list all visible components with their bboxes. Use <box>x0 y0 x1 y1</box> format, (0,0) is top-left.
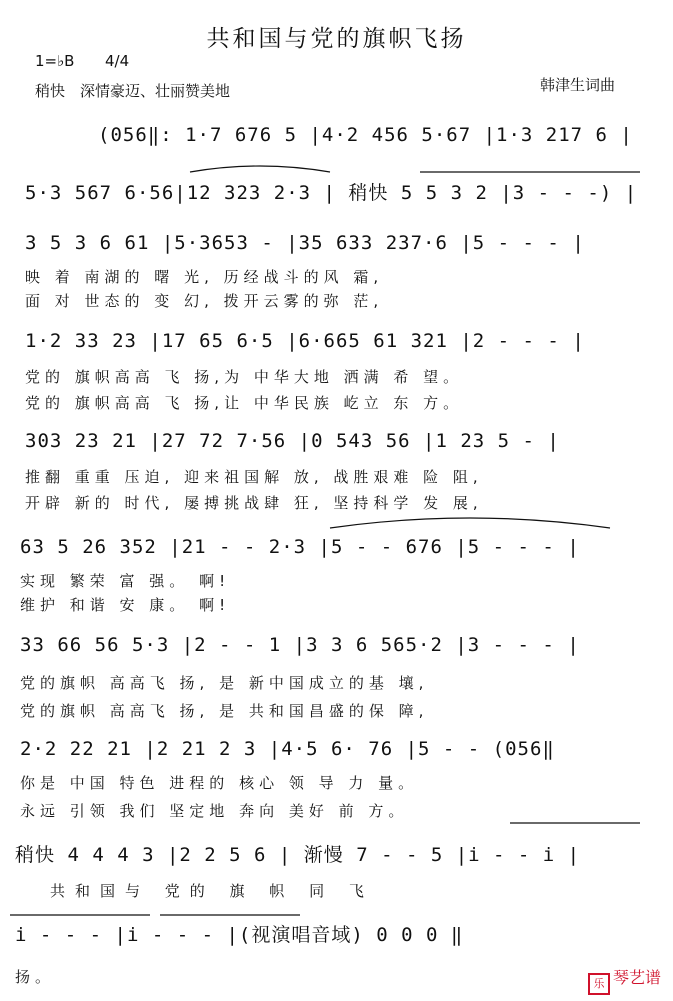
time-signature: 4/4 <box>105 52 130 70</box>
score-line-3: 3 5 3 6 61 |5·3653 - |35 633 237·6 |5 - - - | <box>25 232 585 254</box>
score-line-4: 1·2 33 23 |17 65 6·5 |6·665 61 321 |2 - - - | <box>25 330 585 352</box>
watermark-logo-icon: 乐 <box>588 973 610 995</box>
key-signature: 1=♭B <box>35 52 75 70</box>
lyric-line-4b: 党的 旗帜高高 飞 扬,让 中华民族 屹立 东 方。 <box>25 394 464 412</box>
lyric-line-3b: 面 对 世态的 变 幻, 拨开云雾的弥 茫, <box>25 292 384 310</box>
lyric-line-9: 共和国与 党的 旗 帜 同 飞 <box>50 882 374 900</box>
lyric-line-10: 扬。 <box>15 968 56 986</box>
lyric-line-6b: 维护 和谐 安 康。 啊! <box>20 596 231 614</box>
lyric-line-3a: 映 着 南湖的 曙 光, 历经战斗的风 霜, <box>25 268 384 286</box>
lyric-line-7b: 党的旗帜 高高飞 扬, 是 共和国昌盛的保 障, <box>20 702 429 720</box>
score-line-5: 303 23 21 |27 72 7·56 |0 543 56 |1 23 5 - | <box>25 430 560 452</box>
lyric-line-8a: 你是 中国 特色 进程的 核心 领 导 力 量。 <box>20 774 419 792</box>
composer-credit: 韩津生词曲 <box>540 76 616 94</box>
lyric-line-5b: 开辟 新的 时代, 屡搏挑战肆 狂, 坚持科学 发 展, <box>25 494 483 512</box>
lyric-line-8b: 永远 引领 我们 坚定地 奔向 美好 前 方。 <box>20 802 409 820</box>
score-line-7: 33 66 56 5·3 |2 - - 1 |3 3 6 565·2 |3 - - - | <box>20 634 580 656</box>
lyric-line-5a: 推翻 重重 压迫, 迎来祖国解 放, 战胜艰难 险 阻, <box>25 468 483 486</box>
song-title: 共和国与党的旗帜飞扬 <box>206 26 467 52</box>
watermark-text: 琴艺谱 <box>612 968 661 987</box>
score-line-6: 63 5 26 352 |21 - - 2·3 |5 - - 676 |5 - - - | <box>20 536 580 558</box>
lyric-line-4a: 党的 旗帜高高 飞 扬,为 中华大地 洒满 希 望。 <box>25 368 464 386</box>
lyric-line-6a: 实现 繁荣 富 强。 啊! <box>20 572 231 590</box>
slur-arc <box>190 166 330 172</box>
score-line-10: i - - - |i - - - |(视演唱音域) 0 0 0 ‖ <box>15 924 464 946</box>
slur-arc <box>330 518 610 528</box>
score-line-1: (056‖: 1·7 676 5 |4·2 456 5·67 |1·3 217 6 | <box>98 124 633 146</box>
lyric-line-7a: 党的旗帜 高高飞 扬, 是 新中国成立的基 壤, <box>20 674 429 692</box>
score-line-2: 5·3 567 6·56|12 323 2·3 | 稍快 5 5 3 2 |3 - - -) | <box>25 182 638 204</box>
tempo-marking: 稍快 深情豪迈、壮丽赞美地 <box>35 82 231 100</box>
score-line-8: 2·2 22 21 |2 21 2 3 |4·5 6· 76 |5 - - (056‖ <box>20 738 555 760</box>
score-line-9: 稍快 4 4 4 3 |2 2 5 6 | 渐慢 7 - - 5 |i - - i | <box>15 844 581 866</box>
watermark <box>588 965 661 995</box>
